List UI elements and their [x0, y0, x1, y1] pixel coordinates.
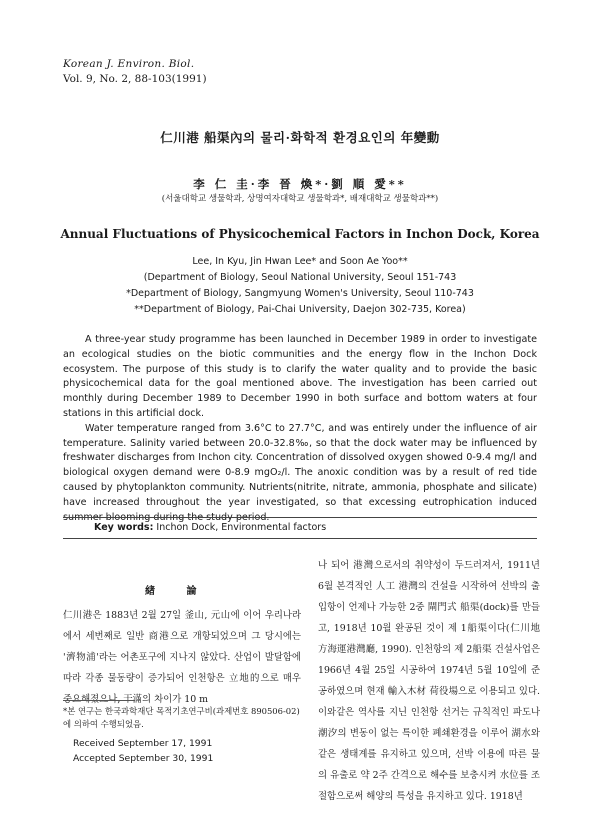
abstract-paragraph: A three-year study programme has been launched in December 1989 in order to investigate an ecological studies on the biotic communities and the energy flow in the Inchon Dock ecosystem. The purpose of this study is to clarify the water quality and to provide the basic physicochemical data for the goal mentioned above. The investigation has been carried out monthly during December 1989 to December 1990 in both surface and bottom waters at four stations in this artificial dock.: [63, 334, 537, 419]
affiliation-line: (Department of Biology, Seoul National University, Seoul 151-743: [143, 272, 457, 283]
footnote-divider: [63, 700, 135, 701]
divider-line: [63, 538, 537, 539]
submission-dates: [73, 736, 213, 766]
body-paragraph: 나 되어 港灣으로서의 취약성이 두드러져서, 1911년 6월 본격적인 人工 港灣의 건설을 시작하여 선박의 출입항이 언제나 가능한 2중 閘門式 船渠(dock)를 만들고, 1918년 10월 완공된 것이 제 1船渠이다(仁川地方海運港灣廳, 1990). 인천항의 제 2船渠 건설사업은 1966년 4월 25일 시공하여 1974년 5월 10일에 준공하였으며 현재 輸入木材 荷役場으로 이용되고 있다. 이와같은 역사를 지닌 인천항 선거는 규칙적인 파도나 潮汐의 변동이 없는 특이한 폐쇄환경을 이루어 湖水와 같은 생태계를 유지하고 있으며, 선박 이용에 따른 물의 유출로 약 2주 간격으로 해수를 보충시켜 水位를 조절함으로써 해양의 특성을 유지하고 있다. 1918년: [318, 560, 540, 802]
keywords-text: Inchon Dock, Environmental factors: [156, 522, 327, 533]
journal-name: Korean J. Environ. Biol.: [63, 58, 195, 70]
divider-line: [63, 517, 537, 518]
korean-affiliations: (서울대학교 생물학과, 상명여자대학교 생물학과*, 배재대학교 생물학과**): [161, 194, 439, 204]
body-paragraph: 仁川港은 1883년 2월 27일 釜山, 元山에 이어 우리나라에서 세번째로 일반 商港으로 개항되었으며 그 당시에는 '濟物浦'라는 어촌포구에 지나지 않았다. 산업이 발달함에 따라 각종 물동량이 증가되어 인천항은 立地的으로 매우 중요해졌으나, 干滿의 차이가 10 m: [63, 610, 301, 705]
body-right-column: [318, 555, 540, 807]
affiliation-line: *Department of Biology, Sangmyung Women's University, Seoul 110-743: [126, 288, 474, 299]
korean-title: 仁川港 船渠內의 물리·화학적 환경요인의 年變動: [160, 130, 440, 145]
section-heading: 緖 論: [145, 586, 211, 597]
keywords-label: Key words:: [94, 522, 154, 533]
footnote: *본 연구는 한국과학재단 목적기초연구비(과제번호 890506-02)에 의하여 수행되었음.: [63, 706, 300, 729]
english-authors: Lee, In Kyu, Jin Hwan Lee* and Soon Ae Yoo**: [192, 256, 408, 267]
keywords: [94, 522, 326, 533]
abstract: [63, 333, 537, 525]
volume-info: Vol. 9, No. 2, 88-103(1991): [63, 73, 207, 85]
english-title: Annual Fluctuations of Physicochemical Factors in Inchon Dock, Korea: [60, 227, 540, 241]
korean-authors: 李 仁 圭·李 晉 煥*·劉 順 愛**: [193, 177, 407, 191]
abstract-paragraph: Water temperature ranged from 3.6°C to 27.7°C, and was entirely under the influence of air temperature. Salinity varied between 20.0-32.8‰, so that the dock water may be influenced by freshwater discharges from Inchon city. Concentration of dissolved oxygen showed 0-9.4 mg/l and biological oxygen demand were 0-8.9 mgO₂/l. The anoxic condition was by a result of red tide caused by phytoplankton community. Nutrients(nitrite, nitrate, ammonia, phosphate and silicate) have increased throughout the year investigated, so that excessing eutrophication induced summer blooming during the study period.: [63, 422, 537, 523]
received-date: Received September 17, 1991: [73, 738, 213, 749]
body-left-column: [63, 605, 301, 710]
affiliation-line: **Department of Biology, Pai-Chai University, Daejon 302-735, Korea): [134, 304, 466, 315]
accepted-date: Accepted September 30, 1991: [73, 753, 214, 764]
